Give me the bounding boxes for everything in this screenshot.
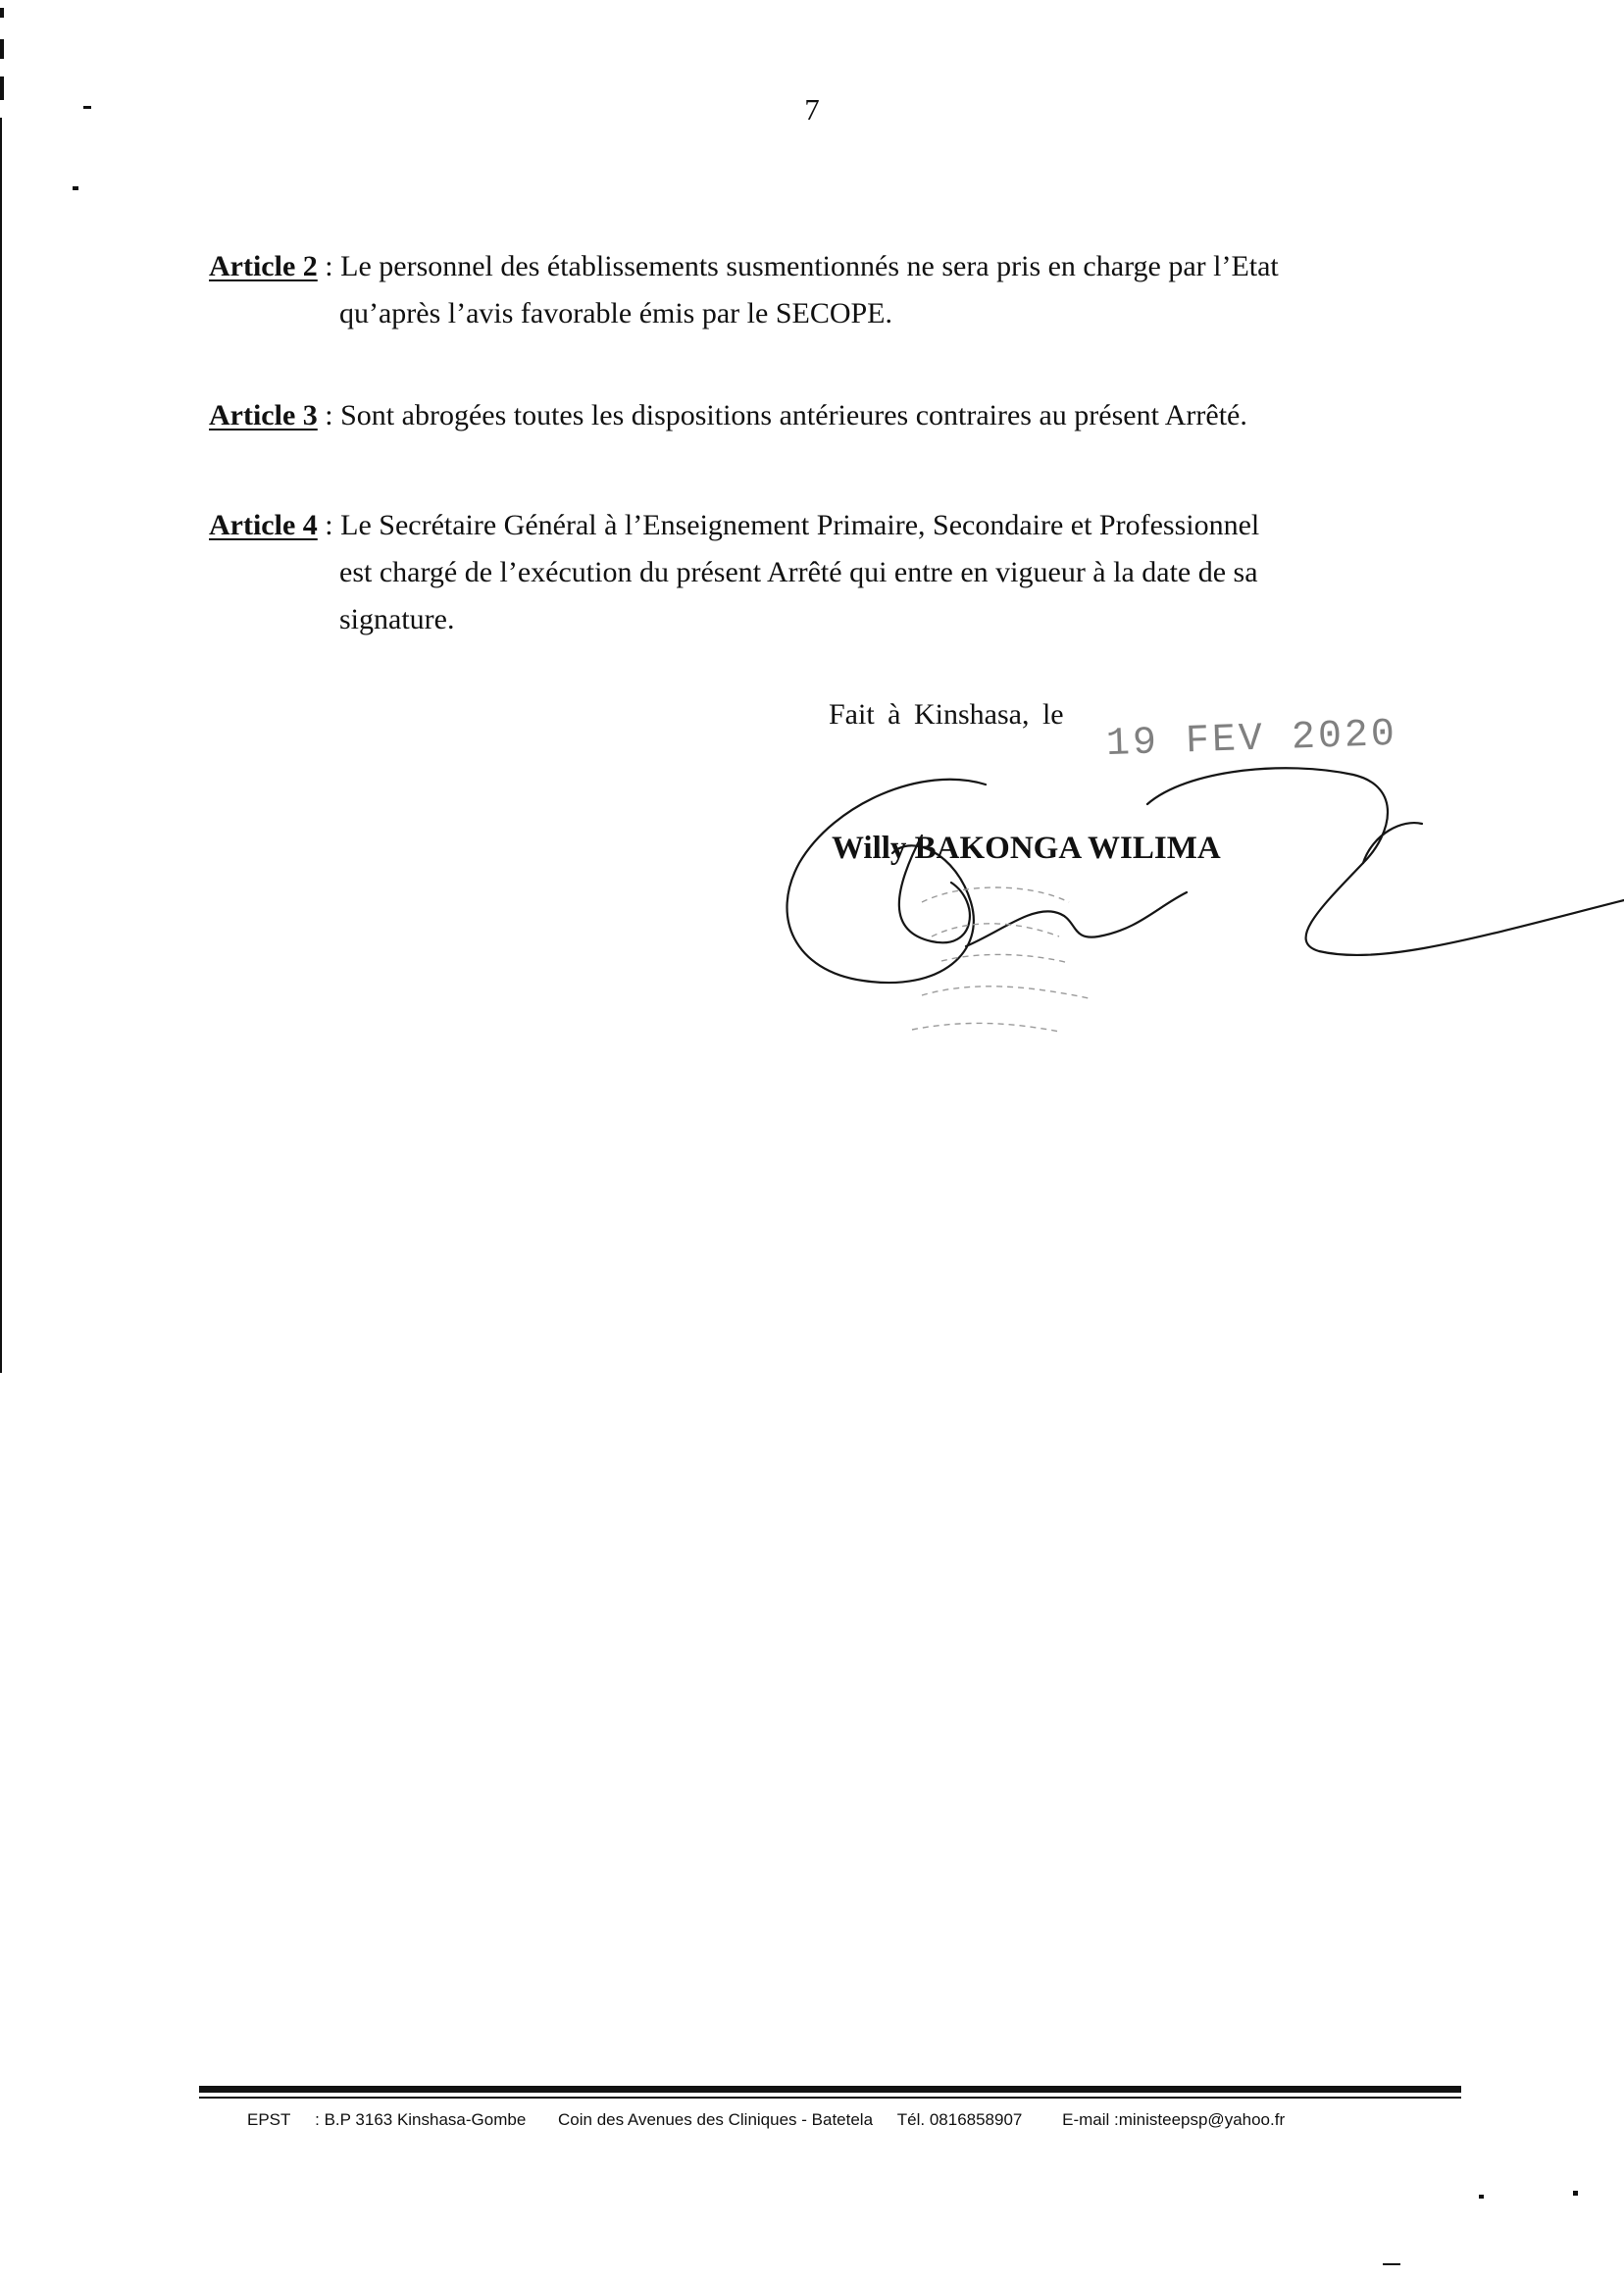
article-label: Article 3 <box>209 399 318 431</box>
page-number: 7 <box>804 92 820 127</box>
article-text: Le Secrétaire Général à l’Enseignement Primaire, Secondaire et Professionnel <box>340 509 1260 541</box>
footer <box>247 2110 1285 2130</box>
article-label: Article 4 <box>209 509 318 541</box>
scan-dot <box>1479 2195 1484 2199</box>
footer-phone: Tél. 0816858907 <box>896 2110 1023 2129</box>
article-separator: : <box>317 509 341 541</box>
scan-edge-line <box>0 118 2 1373</box>
handwritten-signature <box>775 745 1624 1069</box>
article-text: Le personnel des établissements susmentionnés ne sera pris en charge par l’Etat <box>340 250 1279 282</box>
article-text-continued: est chargé de l’exécution du présent Arrêté qui entre en vigueur à la date de sa <box>339 556 1258 588</box>
article-text: Sont abrogées toutes les dispositions antérieures contraires au présent Arrêté. <box>340 399 1247 431</box>
scan-dot <box>1383 2263 1400 2265</box>
footer-org: EPST <box>247 2110 291 2129</box>
article-2 <box>209 243 1425 337</box>
article-separator: : <box>317 399 341 431</box>
footer-email: E-mail :ministeepsp@yahoo.fr <box>1062 2110 1286 2129</box>
scan-edge-mark <box>0 39 4 59</box>
article-3 <box>209 392 1425 439</box>
article-label: Article 2 <box>209 250 318 282</box>
footer-address: Coin des Avenues des Cliniques - Batetela <box>558 2110 874 2129</box>
article-separator: : <box>317 250 341 282</box>
scan-edge-mark <box>0 8 4 18</box>
footer-rule-thin <box>199 2097 1461 2099</box>
article-text-continued: signature. <box>339 603 455 635</box>
article-4 <box>209 502 1425 643</box>
scan-dot <box>1573 2191 1578 2196</box>
article-text-continued: qu’après l’avis favorable émis par le SECOPE. <box>339 297 893 329</box>
date-stamp: 19 FEV 2020 <box>1105 712 1398 768</box>
place-and-date: Fait à Kinshasa, le <box>829 698 1064 731</box>
signatory-name: Willy BAKONGA WILIMA <box>832 831 1221 866</box>
scan-dot <box>73 186 78 190</box>
footer-rule <box>199 2086 1461 2093</box>
footer-postal-box: : B.P 3163 Kinshasa-Gombe <box>315 2110 527 2129</box>
